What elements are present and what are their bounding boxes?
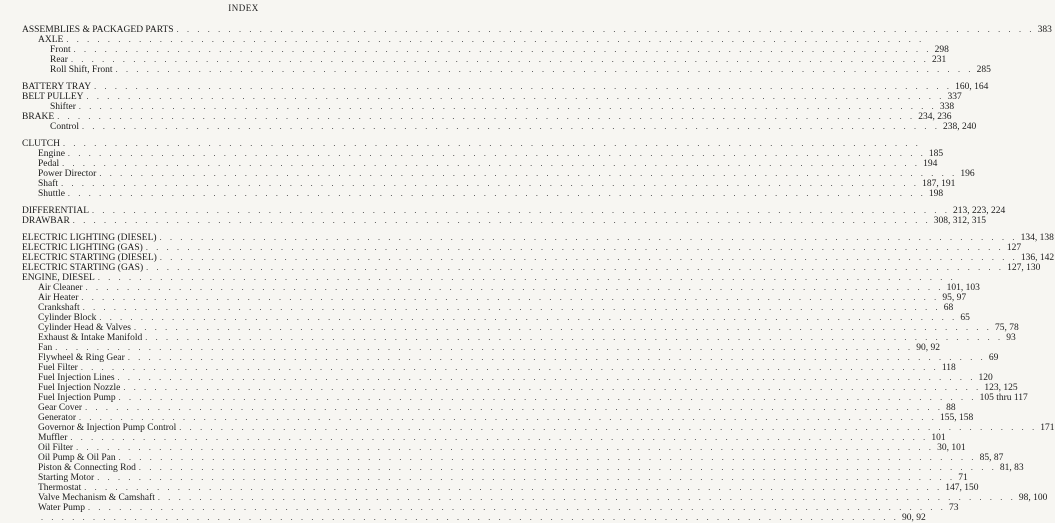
dot-leader: . . . . . . . . . . . . . . . . . . . . . . . . . . . . . . . . . . . . . . . . . . . . . . . . . . . . . . . . . . . . . . . . . . . . . . . . . . . . . . . . . . . [179, 423, 1038, 432]
entry-pages: 65 [960, 313, 970, 323]
index-entry [22, 383, 1018, 393]
index-entry [22, 463, 1024, 473]
entry-pages: 68 [943, 303, 954, 313]
dot-leader: . . . . . . . . . . . . . . . . . . . . . . . . . . . . . . . . . . . . . . . . . . . . . . . . . . . . . . . . . . . . . . . . . . . . . . . . . . . . . . . . . . . [99, 169, 958, 178]
entry-pages: 308, 312, 315 [933, 216, 987, 226]
index-entry [22, 169, 975, 179]
entry-pages: 285 [976, 65, 991, 75]
entry-pages: 98, 100 [1018, 493, 1048, 503]
dot-leader: . . . . . . . . . . . . . . . . . . . . . . . . . . . . . . . . . . . . . . . . . . . . . . . . . . . . . . . . . . . . . . . . . . . . . . . . . . . . . . . . . . . [145, 333, 1004, 342]
entry-label: Fan [38, 343, 53, 353]
index-entry [22, 122, 977, 132]
entry-pages: 136, 142 [1020, 253, 1055, 263]
entry-pages: 93 [1006, 333, 1016, 343]
entry-pages: 238, 240 [943, 122, 977, 132]
entry-pages: 160, 164 [955, 82, 989, 92]
entry-pages: 90, 92 [916, 343, 940, 353]
dot-leader: . . . . . . . . . . . . . . . . . . . . . . . . . . . . . . . . . . . . . . . . . . . . . . . . . . . . . . . . . . . . . . . . . . . . . . . . . . . . . . . . . . . [138, 463, 997, 472]
dot-leader: . . . . . . . . . . . . . . . . . . . . . . . . . . . . . . . . . . . . . . . . . . . . . . . . . . . . . . . . . . . . . . . . . . . . . . . . . . . . . . . . . . . [127, 353, 986, 362]
dot-leader: . . . . . . . . . . . . . . . . . . . . . . . . . . . . . . . . . . . . . . . . . . . . . . . . . . . . . . . . . . . . . . . . . . . . . . . . . . . . . . . . . . . [176, 25, 1035, 34]
entry-pages: 120 [978, 373, 993, 383]
entry-label: Gear Cover [38, 403, 83, 413]
dot-leader: . . . . . . . . . . . . . . . . . . . . . . . . . . . . . . . . . . . . . . . . . . . . . . . . . . . . . . . . . . . . . . . . . . . . . . . . . . . . . . . . . . . [145, 243, 1004, 252]
entry-label: BELT PULLEY [22, 92, 84, 102]
index-entry [22, 313, 970, 323]
index-entry [22, 303, 954, 313]
entry-pages: 127, 130 [1007, 263, 1041, 273]
entry-label: Thermostat [38, 483, 82, 493]
dot-leader: . . . . . . . . . . . . . . . . . . . . . . . . . . . . . . . . . . . . . . . . . . . . . . . . . . . . . . . . . . . . . . . . . . . . . . . . . . . . . . . . . . . [85, 283, 944, 292]
dot-leader: . . . . . . . . . . . . . . . . . . . . . . . . . . . . . . . . . . . . . . . . . . . . . . . . . . . . . . . . . . . . . . . . . . . . . . . . . . . . . . . . . . . [84, 483, 943, 492]
entry-label: Valve Mechanism & Camshaft [38, 493, 155, 503]
entry-label: Roll Shift, Front [50, 65, 113, 75]
index-entry [22, 403, 956, 413]
index-entry [22, 483, 979, 493]
entry-label: Cylinder Head & Valves [38, 323, 131, 333]
index-entry [22, 92, 962, 102]
index-entry [22, 293, 967, 303]
entry-pages: 69 [988, 353, 999, 363]
entry-pages: 118 [941, 363, 956, 373]
entry-label: Shifter [50, 102, 76, 112]
index-entry [22, 283, 980, 293]
entry-label: Front [50, 45, 71, 55]
entry-label: ASSEMBLIES & PACKAGED PARTS [22, 25, 174, 35]
entry-pages: 298 [934, 45, 949, 55]
entry-label: Control [50, 122, 80, 132]
index-entry [22, 82, 989, 92]
entry-label: Air Cleaner [38, 283, 83, 293]
entry-label: Piston & Connecting Rod [38, 463, 136, 473]
index-entry [22, 35, 925, 45]
index-entry [22, 253, 1055, 263]
dot-leader: . . . . . . . . . . . . . . . . . . . . . . . . . . . . . . . . . . . . . . . . . . . . . . . . . . . . . . . . . . . . . . . . . . . . . . . . . . . . . . . . . . . [159, 253, 1018, 262]
entry-pages: 88 [946, 403, 956, 413]
dot-leader: . . . . . . . . . . . . . . . . . . . . . . . . . . . . . . . . . . . . . . . . . . . . . . . . . . . . . . . . . . . . . . . . . . . . . . . . . . . . . . . . . . . [66, 35, 925, 44]
entry-label: Engine [38, 149, 65, 159]
index-entry [22, 323, 1019, 333]
entry-label: Power Director [38, 169, 97, 179]
dot-leader: . . . . . . . . . . . . . . . . . . . . . . . . . . . . . . . . . . . . . . . . . . . . . . . . . . . . . . . . . . . . . . . . . . . . . . . . . . . . . . . . . . . [82, 303, 941, 312]
dot-leader: . . . . . . . . . . . . . . . . . . . . . . . . . . . . . . . . . . . . . . . . . . . . . . . . . . . . . . . . . . . . . . . . . . . . . . . . . . . . . . . . . . . [88, 503, 946, 512]
dot-leader: . . . . . . . . . . . . . . . . . . . . . . . . . . . . . . . . . . . . . . . . . . . . . . . . . . . . . . . . . . . . . . . . . . . . . . . . . . . . . . . . . . . [115, 65, 974, 74]
entry-label: ELECTRIC LIGHTING (DIESEL) [22, 233, 157, 243]
entry-pages: 213, 223, 224 [953, 206, 1006, 216]
dot-leader: . . . . . . . . . . . . . . . . . . . . . . . . . . . . . . . . . . . . . . . . . . . . . . . . . . . . . . . . . . . . . . . . . . . . . . . . . . . . . . . . . . . [72, 216, 931, 225]
entry-pages: 90, 92 [902, 513, 926, 523]
dot-leader: . . . . . . . . . . . . . . . . . . . . . . . . . . . . . . . . . . . . . . . . . . . . . . . . . . . . . . . . . . . . . . . . . . . . . . . . . . . . . . . . . . . [99, 313, 958, 322]
index-entry [22, 233, 1054, 243]
index-entry [22, 503, 959, 513]
entry-label: Shaft [38, 179, 59, 189]
index-entry [22, 513, 926, 523]
entry-label: Fuel Injection Lines [38, 373, 115, 383]
dot-leader: . . . . . . . . . . . . . . . . . . . . . . . . . . . . . . . . . . . . . . . . . . . . . . . . . . . . . . . . . . . . . . . . . . . . . . . . . . . . . . . . . . . [97, 273, 956, 282]
dot-leader: . . . . . . . . . . . . . . . . . . . . . . . . . . . . . . . . . . . . . . . . . . . . . . . . . . . . . . . . . . . . . . . . . . . . . . . . . . . . . . . . . . . [123, 383, 982, 392]
dot-leader: . . . . . . . . . . . . . . . . . . . . . . . . . . . . . . . . . . . . . . . . . . . . . . . . . . . . . . . . . . . . . . . . . . . . . . . . . . . . . . . . . . . [62, 159, 921, 168]
entry-pages: 337 [947, 92, 962, 102]
entry-label: Crankshaft [38, 303, 80, 313]
index-entry [22, 473, 968, 483]
entry-pages: 105 thru 117 [979, 393, 1028, 403]
entry-pages: 101, 103 [946, 283, 980, 293]
entry-pages: 127 [1006, 243, 1022, 253]
index-entry [22, 65, 991, 75]
dot-leader: . . . . . . . . . . . . . . . . . . . . . . . . . . . . . . . . . . . . . . . . . . . . . . . . . . . . . . . . . . . . . . . . . . . . . . . . . . . . . . . . . . . [80, 363, 939, 372]
dot-leader: . . . . . . . . . . . . . . . . . . . . . . . . . . . . . . . . . . . . . . . . . . . . . . . . . . . . . . . . . . . . . . . . . . . . . . . . . . . . . . . . . . . [118, 453, 977, 462]
dot-leader: . . . . . . . . . . . . . . . . . . . . . . . . . . . . . . . . . . . . . . . . . . . . . . . . . . . . . . . . . . . . . . . . . . . . . . . . . . . . . . . . . . . [57, 112, 916, 121]
entry-label: Oil Filter [38, 443, 74, 453]
dot-leader: . . . . . . . . . . . . . . . . . . . . . . . . . . . . . . . . . . . . . . . . . . . . . . . . . . . . . . . . . . . . . . . . . . . . . . . . . . . . . . . . . . . [97, 473, 956, 482]
dot-leader: . . . . . . . . . . . . . . . . . . . . . . . . . . . . . . . . . . . . . . . . . . . . . . . . . . . . . . . . . . . . . . . . . . . . . . . . . . . . . . . . . . . [78, 102, 937, 111]
entry-pages: 196 [960, 169, 975, 179]
dot-leader: . . . . . . . . . . . . . . . . . . . . . . . . . . . . . . . . . . . . . . . . . . . . . . . . . . . . . . . . . . . . . . . . . . . . . . . . . . . . . . . . . . . [146, 263, 1005, 272]
index-entry [22, 273, 956, 283]
entry-pages: 81, 83 [999, 463, 1024, 473]
entry-label: DRAWBAR [22, 216, 70, 226]
index-entry [22, 343, 940, 353]
index-entry [22, 263, 1041, 273]
entry-pages: 171 [1040, 423, 1055, 433]
index-entry [22, 206, 1006, 216]
entry-label: Pedal [38, 159, 60, 169]
index-entry [22, 112, 952, 122]
entry-pages: 101 [931, 433, 946, 443]
entry-label: BATTERY TRAY [22, 82, 92, 92]
index-entry [22, 493, 1048, 503]
entry-pages: 185 [928, 149, 944, 159]
index-entry [22, 333, 1016, 343]
entry-pages: 95, 97 [942, 293, 967, 303]
index-entry [22, 189, 944, 199]
entry-label: BRAKE [22, 112, 55, 122]
dot-leader: . . . . . . . . . . . . . . . . . . . . . . . . . . . . . . . . . . . . . . . . . . . . . . . . . . . . . . . . . . . . . . . . . . . . . . . . . . . . . . . . . . . [82, 122, 941, 131]
dot-leader: . . . . . . . . . . . . . . . . . . . . . . . . . . . . . . . . . . . . . . . . . . . . . . . . . . . . . . . . . . . . . . . . . . . . . . . . . . . . . . . . . . . [78, 413, 937, 422]
dot-leader: . . . . . . . . . . . . . . . . . . . . . . . . . . . . . . . . . . . . . . . . . . . . . . . . . . . . . . . . . . . . . . . . . . . . . . . . . . . . . . . . . . . [70, 55, 929, 64]
entry-pages: 71 [958, 473, 968, 483]
entry-pages: 194 [923, 159, 938, 169]
dot-leader: . . . . . . . . . . . . . . . . . . . . . . . . . . . . . . . . . . . . . . . . . . . . . . . . . . . . . . . . . . . . . . . . . . . . . . . . . . . . . . . . . . . [92, 206, 951, 215]
dot-leader: . . . . . . . . . . . . . . . . . . . . . . . . . . . . . . . . . . . . . . . . . . . . . . . . . . . . . . . . . . . . . . . . . . . . . . . . . . . . . . . . . . . [157, 493, 1016, 502]
entry-label: Shuttle [38, 189, 65, 199]
index-entry [22, 179, 956, 189]
dot-leader: . . . . . . . . . . . . . . . . . . . . . . . . . . . . . . . . . . . . . . . . . . . . . . . . . . . . . . . . . . . . . . . . . . . . . . . . . . . . . . . . . . . [63, 139, 921, 148]
entry-label: ELECTRIC LIGHTING (GAS) [22, 243, 143, 253]
index-entry [22, 393, 1028, 403]
index-entry [22, 159, 938, 169]
entry-label: Fuel Injection Pump [38, 393, 116, 403]
entry-label: Air Heater [38, 293, 79, 303]
entry-label: Oil Pump & Oil Pan [38, 453, 116, 463]
page-title: INDEX [228, 3, 259, 13]
dot-leader: . . . . . . . . . . . . . . . . . . . . . . . . . . . . . . . . . . . . . . . . . . . . . . . . . . . . . . . . . . . . . . . . . . . . . . . . . . . . . . . . . . . [76, 443, 935, 452]
index-entry [22, 413, 974, 423]
entry-pages: 155, 158 [939, 413, 974, 423]
entry-label: Starting Motor [38, 473, 95, 483]
entry-pages: 30, 101 [937, 443, 966, 453]
dot-leader: . . . . . . . . . . . . . . . . . . . . . . . . . . . . . . . . . . . . . . . . . . . . . . . . . . . . . . . . . . . . . . . . . . . . . . . . . . . . . . . . . . . [117, 373, 976, 382]
index-entry [22, 433, 946, 443]
dot-leader: . . . . . . . . . . . . . . . . . . . . . . . . . . . . . . . . . . . . . . . . . . . . . . . . . . . . . . . . . . . . . . . . . . . . . . . . . . . . . . . . . . . [159, 233, 1018, 242]
entry-label: Exhaust & Intake Manifold [38, 333, 143, 343]
entry-pages: 134, 138 [1020, 233, 1054, 243]
entry-label: Muffler [38, 433, 68, 443]
index-entry [22, 443, 966, 453]
entry-pages: 383 [1037, 25, 1052, 35]
entry-pages: 231 [931, 55, 947, 65]
entry-pages: 187, 191 [922, 179, 956, 189]
index-entry [22, 139, 921, 149]
index-entry [22, 373, 993, 383]
entry-label: Fuel Injection Nozzle [38, 383, 121, 393]
index-entry [22, 453, 1004, 463]
entry-pages: 147, 150 [945, 483, 979, 493]
dot-leader: . . . . . . . . . . . . . . . . . . . . . . . . . . . . . . . . . . . . . . . . . . . . . . . . . . . . . . . . . . . . . . . . . . . . . . . . . . . . . . . . . . . [94, 82, 953, 91]
index-entry [22, 243, 1022, 253]
entry-label: Water Pump [38, 503, 85, 513]
entry-pages: 85, 87 [979, 453, 1004, 463]
entry-label: ELECTRIC STARTING (GAS) [22, 263, 144, 273]
entry-label: ELECTRIC STARTING (DIESEL) [22, 253, 157, 263]
index-entry [22, 25, 1052, 35]
entry-pages: 123, 125 [984, 383, 1018, 393]
dot-leader: . . . . . . . . . . . . . . . . . . . . . . . . . . . . . . . . . . . . . . . . . . . . . . . . . . . . . . . . . . . . . . . . . . . . . . . . . . . . . . . . . . . [85, 403, 944, 412]
dot-leader: . . . . . . . . . . . . . . . . . . . . . . . . . . . . . . . . . . . . . . . . . . . . . . . . . . . . . . . . . . . . . . . . . . . . . . . . . . . . . . . . . . . [86, 92, 945, 101]
entry-label: Generator [38, 413, 76, 423]
dot-leader: . . . . . . . . . . . . . . . . . . . . . . . . . . . . . . . . . . . . . . . . . . . . . . . . . . . . . . . . . . . . . . . . . . . . . . . . . . . . . . . . . . . [67, 189, 926, 198]
entry-label: CLUTCH [22, 139, 60, 149]
dot-leader: . . . . . . . . . . . . . . . . . . . . . . . . . . . . . . . . . . . . . . . . . . . . . . . . . . . . . . . . . . . . . . . . . . . . . . . . . . . . . . . . . . . [55, 343, 914, 352]
index-entry [22, 55, 947, 65]
dot-leader: . . . . . . . . . . . . . . . . . . . . . . . . . . . . . . . . . . . . . . . . . . . . . . . . . . . . . . . . . . . . . . . . . . . . . . . . . . . . . . . . . . . [67, 149, 926, 158]
dot-leader: . . . . . . . . . . . . . . . . . . . . . . . . . . . . . . . . . . . . . . . . . . . . . . . . . . . . . . . . . . . . . . . . . . . . . . . . . . . . . . . . . . . [118, 393, 977, 402]
index-entry [22, 216, 987, 226]
entry-label: DIFFERENTIAL [22, 206, 90, 216]
entry-label: Rear [50, 55, 68, 65]
dot-leader: . . . . . . . . . . . . . . . . . . . . . . . . . . . . . . . . . . . . . . . . . . . . . . . . . . . . . . . . . . . . . . . . . . . . . . . . . . . . . . . . . . . [73, 45, 932, 54]
entry-pages: 234, 236 [918, 112, 952, 122]
index-list [22, 25, 1055, 523]
entry-label: ENGINE, DIESEL [22, 273, 95, 283]
entry-label: Fuel Filter [38, 363, 78, 373]
dot-leader: . . . . . . . . . . . . . . . . . . . . . . . . . . . . . . . . . . . . . . . . . . . . . . . . . . . . . . . . . . . . . . . . . . . . . . . . . . . . . . . . . . . [81, 293, 940, 302]
index-entry [22, 102, 955, 112]
entry-pages: 338 [939, 102, 955, 112]
entry-label: Cylinder Block [38, 313, 97, 323]
dot-leader: . . . . . . . . . . . . . . . . . . . . . . . . . . . . . . . . . . . . . . . . . . . . . . . . . . . . . . . . . . . . . . . . . . . . . . . . . . . . . . . . . . . [133, 323, 992, 332]
dot-leader: . . . . . . . . . . . . . . . . . . . . . . . . . . . . . . . . . . . . . . . . . . . . . . . . . . . . . . . . . . . . . . . . . . . . . . . . . . . . . . . . . . . [41, 513, 899, 522]
entry-pages: 198 [928, 189, 944, 199]
dot-leader: . . . . . . . . . . . . . . . . . . . . . . . . . . . . . . . . . . . . . . . . . . . . . . . . . . . . . . . . . . . . . . . . . . . . . . . . . . . . . . . . . . . [70, 433, 929, 442]
index-entry [22, 149, 944, 159]
entry-pages: 75, 78 [994, 323, 1019, 333]
index-entry [22, 45, 949, 55]
entry-label: AXLE [38, 35, 64, 45]
index-entry [22, 423, 1055, 433]
dot-leader: . . . . . . . . . . . . . . . . . . . . . . . . . . . . . . . . . . . . . . . . . . . . . . . . . . . . . . . . . . . . . . . . . . . . . . . . . . . . . . . . . . . [61, 179, 920, 188]
entry-pages: 73 [949, 503, 959, 513]
entry-label: Flywheel & Ring Gear [38, 353, 125, 363]
index-entry [22, 353, 999, 363]
index-entry [22, 363, 956, 373]
entry-label: Governor & Injection Pump Control [38, 423, 177, 433]
